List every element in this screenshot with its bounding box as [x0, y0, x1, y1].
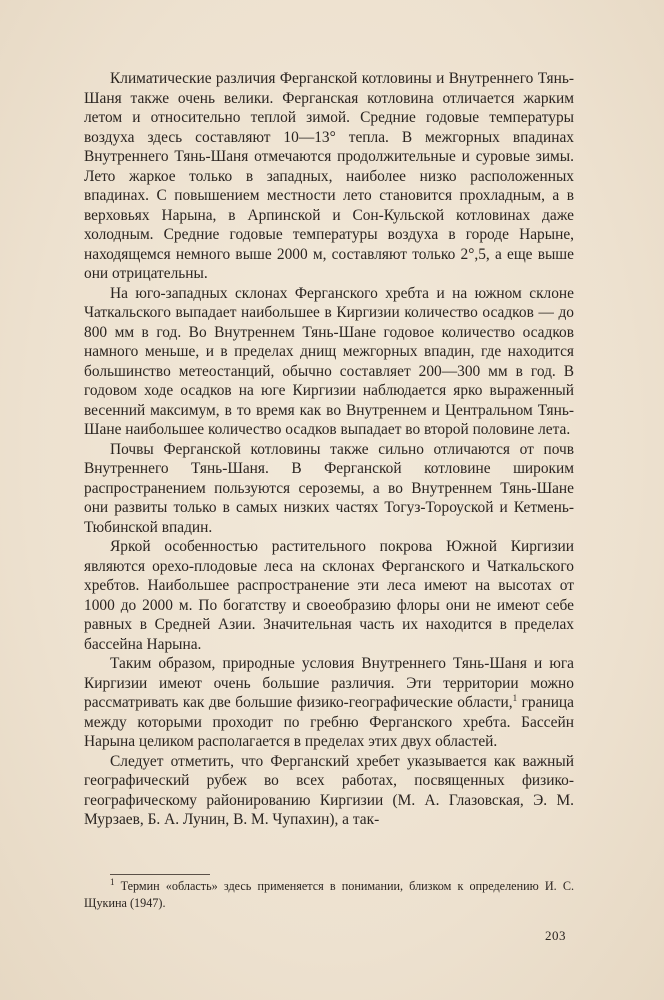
- paragraph-climate: Климатические различия Ферганской котловины и Внутреннего Тянь-Шаня также очень велики. Ферганская котловина отличается жарким летом и относительно теплой зимой. Средние годовые температуры воздуха здесь составляют 10—13° тепла. В межгорных впадинах Внутреннего Тянь-Шаня отмечаются продолжительные и суровые зимы. Лето жаркое только в западных, наиболее низко расположенных впадинах. С повышением местности лето становится прохладным, а в верховьях Нарына, в Арпинской и Сон-Кульской котловинах даже холодным. Средние годовые температуры воздуха в городе Нарыне, находящемся немного выше 2000 м, составляют только 2°,5, а еще выше они отрицательны.: [84, 70, 574, 282]
- paragraph-conclusion-start: Таким образом, природные условия Внутреннего Тянь-Шаня и юга Киргизии имеют очень большие различия. Эти территории можно рассматривать как две большие физико-географические области,: [84, 655, 574, 711]
- footnote-text: Термин «область» здесь применяется в понимании, близком к определению И. С. Щукина (1947).: [84, 879, 574, 910]
- paragraph-precipitation: На юго-западных склонах Ферганского хребта и на южном склоне Чаткальского выпадает наибольшее в Киргизии количество осадков — до 800 мм в год. Во Внутреннем Тянь-Шане годовое количество осадков намного меньше, и в пределах днищ межгорных впадин, где находится большинство метеостанций, обычно составляет 200—300 мм в год. В годовом ходе осадков на юге Киргизии наблюдается ярко выраженный весенний максимум, в то время как во Внутреннем и Центральном Тянь-Шане наибольшее количество осадков выпадает во второй половине лета.: [84, 284, 574, 438]
- footnote-reference: 1: [512, 692, 518, 703]
- paragraph-conclusion-end: граница между которыми проходит по гребню Ферганского хребта. Бассейн Нарына целиком располагается в пределах этих двух областей.: [84, 694, 575, 750]
- page-number: 203: [545, 928, 566, 943]
- footnote: [84, 878, 574, 912]
- footnote-divider: [110, 874, 210, 875]
- body-text: [84, 69, 574, 830]
- paragraph-ferghana-ridge: Следует отметить, что Ферганский хребет указывается как важный географический рубеж во всех работах, посвященных физико-географическому районированию Киргизии (М. А. Глазовская, Э. М. Мурзаев, Б. А. Лунин, В. М. Чупахин), а так-: [84, 752, 574, 828]
- paragraph-vegetation: Яркой особенностью растительного покрова Южной Киргизии являются орехо-плодовые леса на склонах Ферганского и Чаткальского хребтов. Наибольшее распространение эти леса имеют на высотах от 1000 до 2000 м. По богатству и своеобразию флоры они не имеют себе равных в Средней Азии. Значительная часть их находится в пределах бассейна Нарына.: [84, 538, 574, 653]
- footnote-number: 1: [110, 876, 115, 887]
- paragraph-soils: Почвы Ферганской котловины также сильно отличаются от почв Внутреннего Тянь-Шаня. В Ферганской котловине широким распространением пользуются сероземы, а во Внутреннем Тянь-Шане они развиты только в самых низких частях Тогуз-Тороуской и Кетмень-Тюбинской впадин.: [84, 440, 574, 536]
- paragraph-conclusion: [84, 654, 574, 752]
